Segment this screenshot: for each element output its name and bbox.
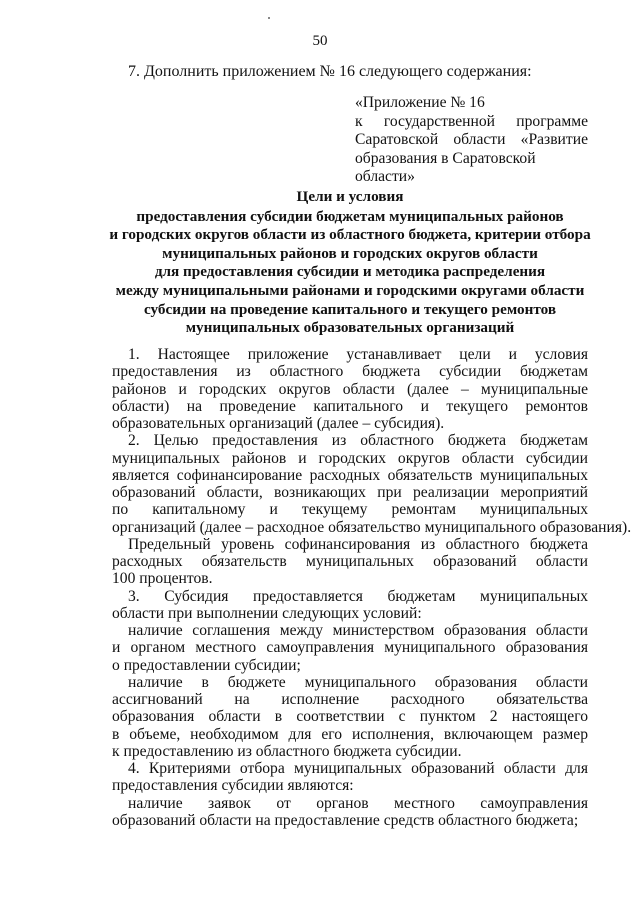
- appendix-line: к государственной программе: [355, 112, 588, 130]
- document-title: [100, 188, 600, 338]
- title-line: и городских округов области из областного бюджета, критерии отбора: [109, 226, 591, 244]
- body-line: Предельный уровень софинансирования из областного бюджета: [128, 535, 588, 553]
- body-line: 100 процентов.: [112, 570, 213, 588]
- body-line: о предоставлении субсидии;: [112, 656, 301, 674]
- title-line: муниципальных районов и городских округов области: [162, 244, 538, 262]
- title-line: субсидии на проведение капитального и текущего ремонтов: [143, 300, 557, 318]
- body-line: расходных обязательств муниципальных образований области: [112, 553, 588, 570]
- scan-speck: [268, 17, 270, 19]
- title-line: предоставления субсидии бюджетам муниципальных районов: [136, 207, 564, 225]
- body-line: образовательных организаций (далее – субсидия).: [112, 415, 445, 432]
- appendix-header: [355, 94, 588, 187]
- body-line: образования области в соответствии с пунктом 2 настоящего: [112, 708, 588, 726]
- body-line: районов и городских округов области (далее – муниципальные: [112, 380, 588, 398]
- body-line: области) на проведение капитального и текущего ремонтов: [112, 397, 588, 415]
- body-line: образований области, возникающих при реализации мероприятий: [112, 484, 588, 501]
- intro-paragraph: 7. Дополнить приложением № 16 следующего содержания:: [128, 63, 532, 80]
- title-line: для предоставления субсидии и методика распределения: [154, 263, 546, 281]
- body-line: предоставления из областного бюджета субсидии бюджетам: [112, 363, 588, 381]
- appendix-line: образования в Саратовской области»: [355, 149, 536, 185]
- body-line: муниципальных районов и городских округов области субсидии: [112, 449, 588, 467]
- body-line: предоставления субсидии являются:: [112, 777, 354, 795]
- body-line: в объеме, необходимом для его исполнения, включающем размер: [112, 725, 588, 743]
- body-line: 3. Субсидия предоставляется бюджетам муниципальных: [128, 587, 588, 605]
- body-line: наличие в бюджете муниципального образования области: [128, 673, 588, 691]
- body-line: 1. Настоящее приложение устанавливает цели и условия: [128, 346, 588, 363]
- body-line: наличие соглашения между министерством образования области: [128, 622, 588, 639]
- title-line: муниципальных образовательных организаций: [185, 319, 515, 337]
- appendix-line: «Приложение № 16: [355, 94, 485, 111]
- body-line: 4. Критериями отбора муниципальных образований области для: [128, 760, 588, 777]
- title-heading: Цели и условия: [296, 188, 404, 205]
- title-line: между муниципальными районами и городскими округами области: [115, 281, 585, 299]
- body-line: образований области на предоставление средств областного бюджета;: [112, 811, 579, 829]
- body-line: 2. Целью предоставления из областного бюджета бюджетам: [128, 432, 588, 450]
- body-line: к предоставлению из областного бюджета субсидии.: [112, 742, 462, 760]
- body-line: организаций (далее – расходное обязательство муниципального образования).: [112, 518, 632, 536]
- page-number: 50: [312, 33, 328, 49]
- body-line: области при выполнении следующих условий:: [112, 604, 422, 622]
- document-body: [112, 346, 632, 829]
- body-line: по капитальному и текущему ремонтам муниципальных: [112, 501, 588, 519]
- body-line: и органом местного самоуправления муниципального образования: [112, 639, 588, 657]
- body-line: является софинансирование расходных обязательств муниципальных: [112, 466, 588, 484]
- body-line: наличие заявок от органов местного самоуправления: [128, 794, 588, 812]
- body-line: ассигнований на исполнение расходного обязательства: [112, 691, 588, 708]
- appendix-line: Саратовской области «Развитие: [355, 131, 588, 148]
